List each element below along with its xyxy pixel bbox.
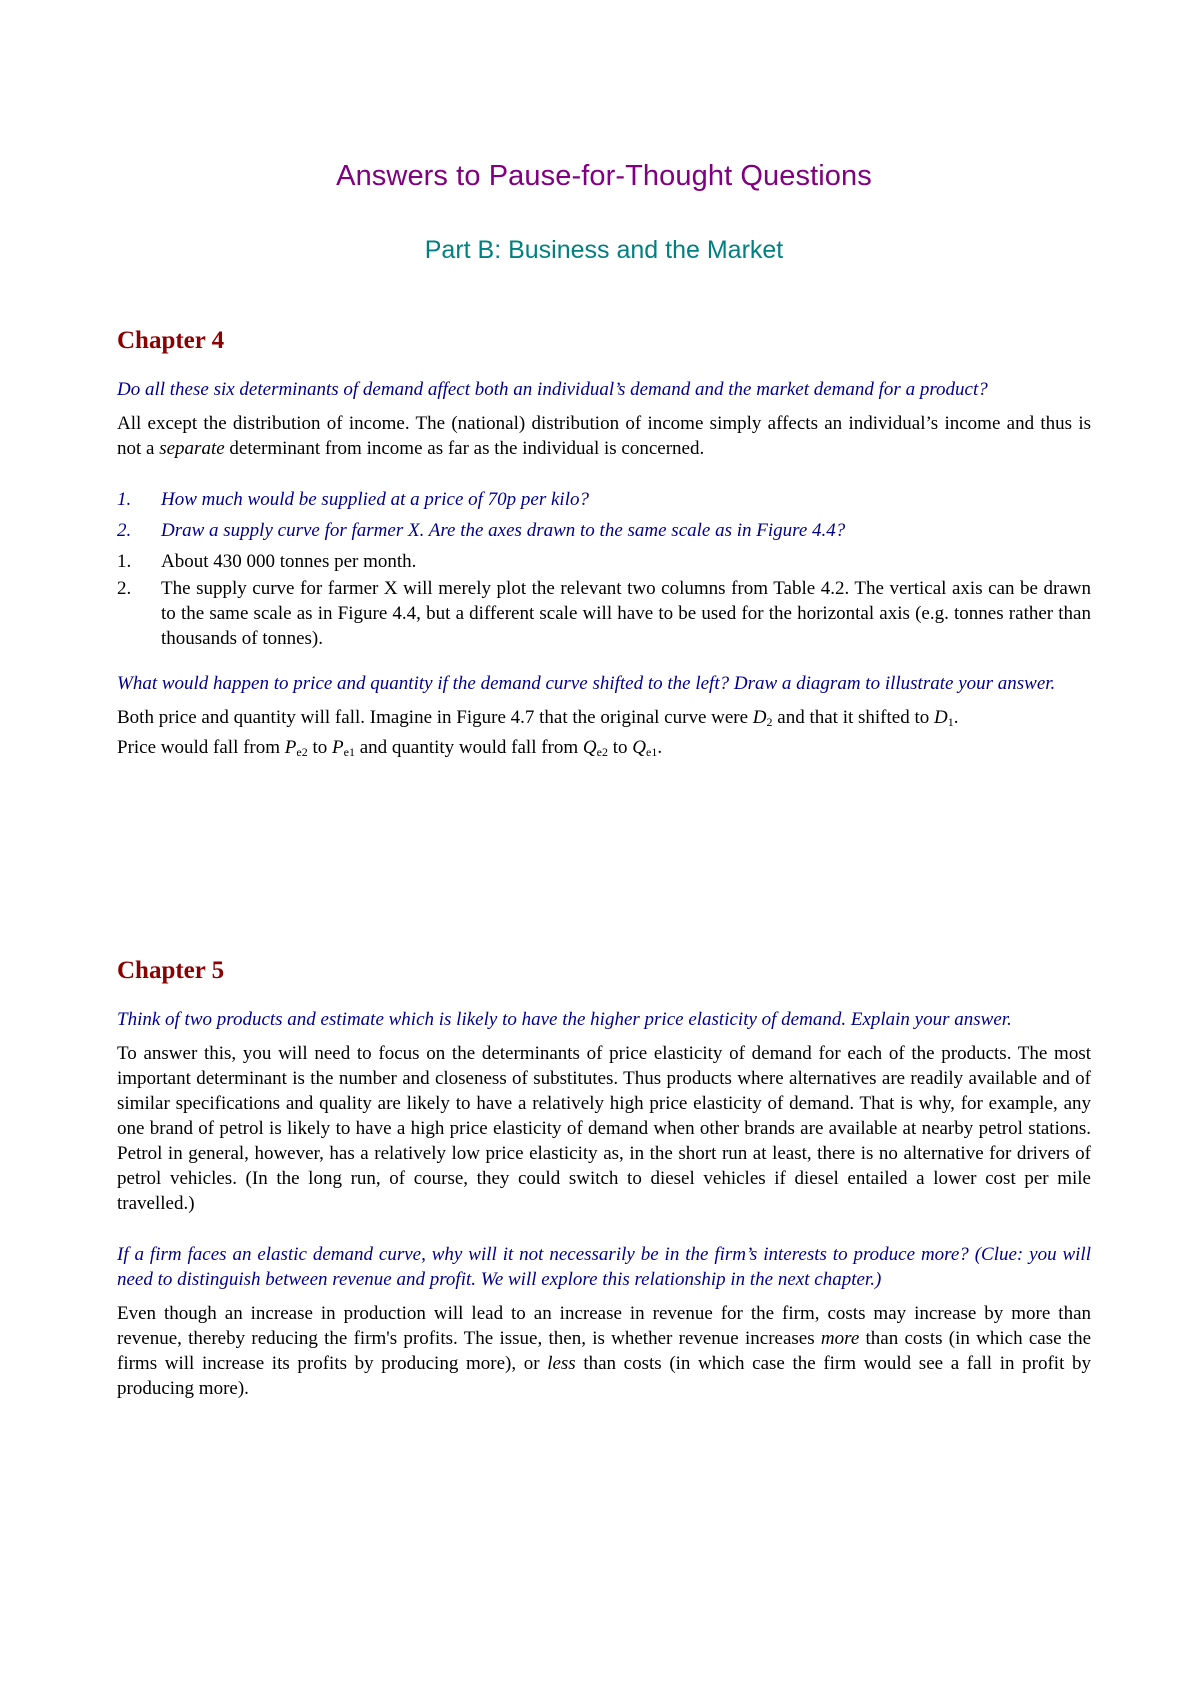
subscript: e2 <box>596 745 608 759</box>
chapter-4-heading: Chapter 4 <box>117 327 225 354</box>
chapter-4-question-3: What would happen to price and quantity if the demand curve shifted to the left? Draw a diagram to illustrate your answer. <box>117 673 1056 694</box>
answer-text: and quantity would fall from <box>354 737 583 758</box>
chapter-5-question-2: If a firm faces an elastic demand curve, why will it not necessarily be in the firm’s interests to produce more? (Clue: you will need to distinguish between revenue and profit. We will explore this relationship in the next chapter.) <box>117 1244 1091 1290</box>
subscript: e1 <box>343 745 355 759</box>
answer-text: and that it shifted to <box>772 707 935 728</box>
answer-list-item <box>117 576 1091 651</box>
chapter-5-heading: Chapter 5 <box>117 957 225 984</box>
list-number: 1. <box>117 551 132 572</box>
question-text: How much would be supplied at a price of 70p per kilo? <box>161 489 589 510</box>
answer-text: The supply curve for farmer X will merely plot the relevant two columns from Table 4.2. The vertical axis can be drawn to the same scale as in Figure 4.4, but a different scale will have to be used for the horizontal axis (e.g. tonnes rather than thousands of tonnes). <box>161 578 1091 649</box>
spacer <box>117 1216 1091 1242</box>
answer-text: than costs (in which case the firms will increase its profits by producing more), or <box>117 1328 1091 1374</box>
chapter-5-section <box>117 957 1091 1401</box>
answer-text: Both price and quantity will fall. Imagine in Figure 4.7 that the original curve were <box>117 707 753 728</box>
symbol-price: P <box>284 737 297 758</box>
emphasis-text: separate <box>159 438 225 459</box>
list-number: 2. <box>117 520 132 541</box>
subscript: 2 <box>766 715 773 729</box>
answer-text: to <box>307 737 333 758</box>
answer-text: Price would fall from <box>117 737 285 758</box>
subscript: 1 <box>947 715 954 729</box>
list-number: 2. <box>117 578 132 599</box>
answer-text: Even though an increase in production will lead to an increase in revenue for the firm, costs may increase by more than revenue, thereby reducing the firm's profits. The issue, then, is whether revenue increases <box>117 1303 1091 1349</box>
question-list-item <box>117 487 1091 512</box>
answer-text: determinant from income as far as the individual is concerned. <box>224 438 705 459</box>
spacer <box>117 461 1091 487</box>
chapter-4-section <box>117 327 1091 765</box>
list-number: 1. <box>117 489 132 510</box>
chapter-5-answer-2 <box>117 1301 1091 1401</box>
document-title: Answers to Pause-for-Thought Questions <box>336 160 872 192</box>
emphasis-text: more <box>820 1328 860 1349</box>
emphasis-text: less <box>547 1353 576 1374</box>
symbol-price: P <box>332 737 344 758</box>
subscript: e2 <box>296 745 308 759</box>
subscript: e1 <box>646 745 658 759</box>
answer-text: to <box>607 737 633 758</box>
answer-text: . <box>953 707 959 728</box>
spacer <box>117 653 1091 671</box>
symbol-quantity: Q <box>582 737 597 758</box>
chapter-4-question-list <box>117 487 1091 543</box>
document-subtitle: Part B: Business and the Market <box>424 236 784 264</box>
chapter-4-answer-1 <box>117 411 1091 461</box>
answer-text: About 430 000 tonnes per month. <box>161 551 417 572</box>
symbol-quantity: Q <box>632 737 646 758</box>
answer-text: All except the distribution of income. The (national) distribution of income simply affects an individual’s income and thus is not a <box>117 413 1091 459</box>
symbol-demand: D <box>934 707 948 728</box>
chapter-4-answer-list <box>117 549 1091 651</box>
chapter-4-answer-3 <box>117 705 1091 765</box>
answer-text: . <box>657 737 663 758</box>
chapter-5-answer-1: To answer this, you will need to focus on the determinants of price elasticity of demand for each of the products. The most important determinant is the number and closeness of substitutes. Thus products where alternatives are readily available and of similar specifications and quality are likely to have a relatively high price elasticity of demand. That is why, for example, any one brand of petrol is likely to have a high price elasticity of demand when other brands are available at nearby petrol stations. Petrol in general, however, has a relatively low price elasticity as, in the short run at least, there is no alternative for drivers of petrol vehicles. (In the long run, of course, they could switch to diesel vehicles if diesel entailed a lower cost per mile travelled.) <box>117 1043 1091 1214</box>
chapter-5-question-1: Think of two products and estimate which is likely to have the higher price elasticity of demand. Explain your answer. <box>117 1009 1012 1030</box>
answer-list-item <box>117 549 1091 574</box>
question-text: Draw a supply curve for farmer X. Are the axes drawn to the same scale as in Figure 4.4? <box>161 520 846 541</box>
question-list-item <box>117 518 1091 543</box>
chapter-4-question-1: Do all these six determinants of demand affect both an individual’s demand and the market demand for a product? <box>117 379 988 400</box>
symbol-demand: D <box>752 707 767 728</box>
answer-text: than costs (in which case the firm would see a fall in profit by producing more). <box>117 1353 1091 1399</box>
